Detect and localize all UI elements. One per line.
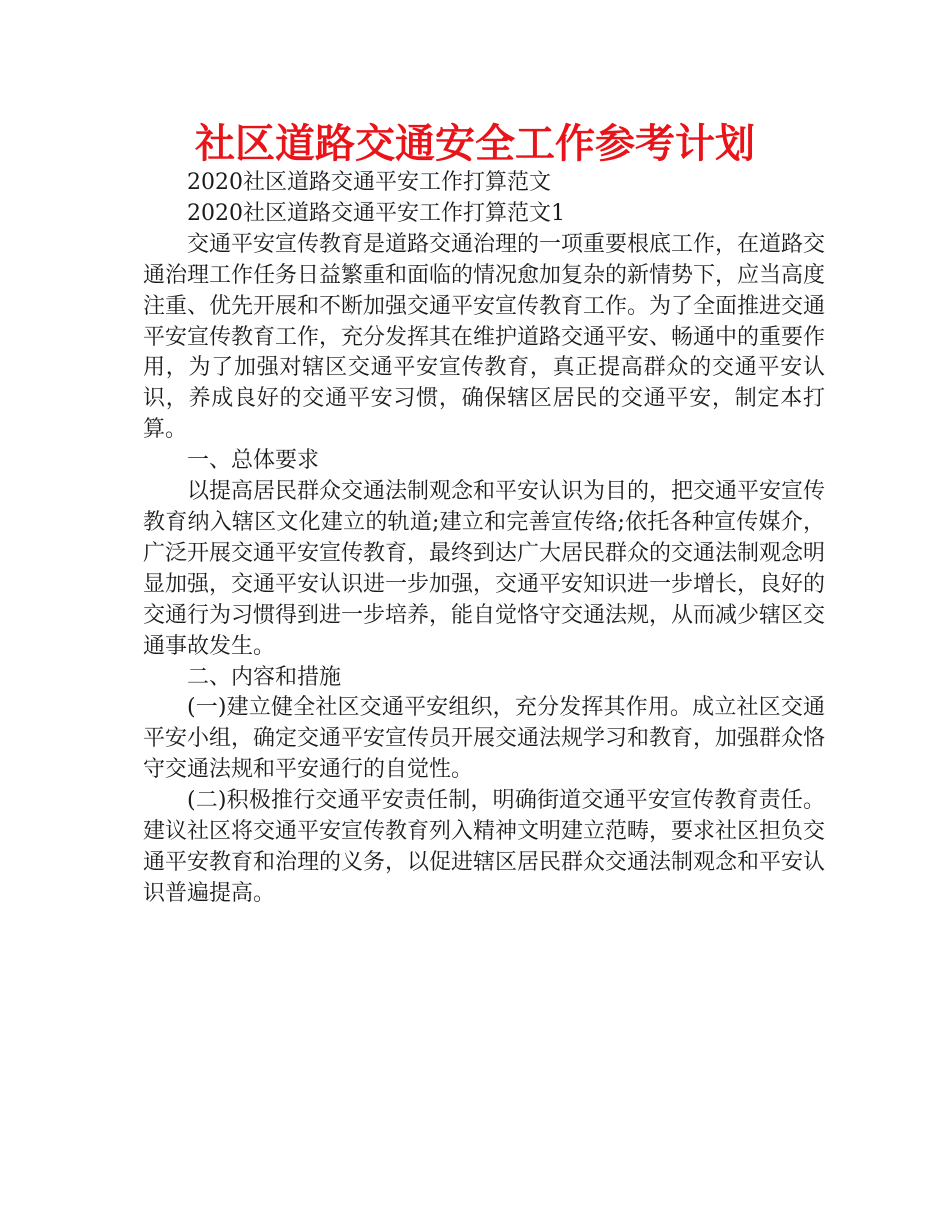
section-heading-general-requirements: 一、总体要求	[187, 448, 320, 474]
document-body	[143, 168, 825, 910]
section-heading-content-measures: 二、内容和措施	[187, 664, 342, 690]
paragraph-intro: 交通平安宣传教育是道路交通治理的一项重要根底工作，在道路交通治理工作任务日益繁重和面临的情况愈加复杂的新情势下，应当高度注重、优先开展和不断加强交通平安宣传教育工作。为了全面推进交通平安宣传教育工作，充分发挥其在维护道路交通平安、畅通中的重要作用，为了加强对辖区交通平安宣传教育，真正提高群众的交通平安认识，养成良好的交通平安习惯，确保辖区居民的交通平安，制定本打算。	[143, 231, 826, 443]
paragraph-general-requirements: 以提高居民群众交通法制观念和平安认识为目的，把交通平安宣传教育纳入辖区文化建立的轨道;建立和完善宣传络;依托各种宣传媒介，广泛开展交通平安宣传教育，最终到达广大居民群众的交通法制观念明显加强，交通平安认识进一步加强，交通平安知识进一步增长，良好的交通行为习惯得到进一步培养，能自觉恪守交通法规，从而减少辖区交通事故发生。	[143, 479, 826, 659]
paragraph-measure-1: (一)建立健全社区交通平安组织，充分发挥其作用。成立社区交通平安小组，确定交通平安宣传员开展交通法规学习和教育，加强群众恪守交通法规和平安通行的自觉性。	[143, 695, 826, 783]
document-title: 社区道路交通安全工作参考计划	[195, 121, 755, 167]
document-subtitle: 2020社区道路交通平安工作打算范文	[187, 170, 551, 195]
paragraph-measure-2: (二)积极推行交通平安责任制，明确街道交通平安宣传教育责任。建议社区将交通平安宣传教育列入精神文明建立范畴，要求社区担负交通平安教育和治理的义务，以促进辖区居民群众交通法制观念和平安认识普遍提高。	[143, 788, 826, 906]
document-subtitle: 2020社区道路交通平安工作打算范文1	[187, 200, 565, 226]
